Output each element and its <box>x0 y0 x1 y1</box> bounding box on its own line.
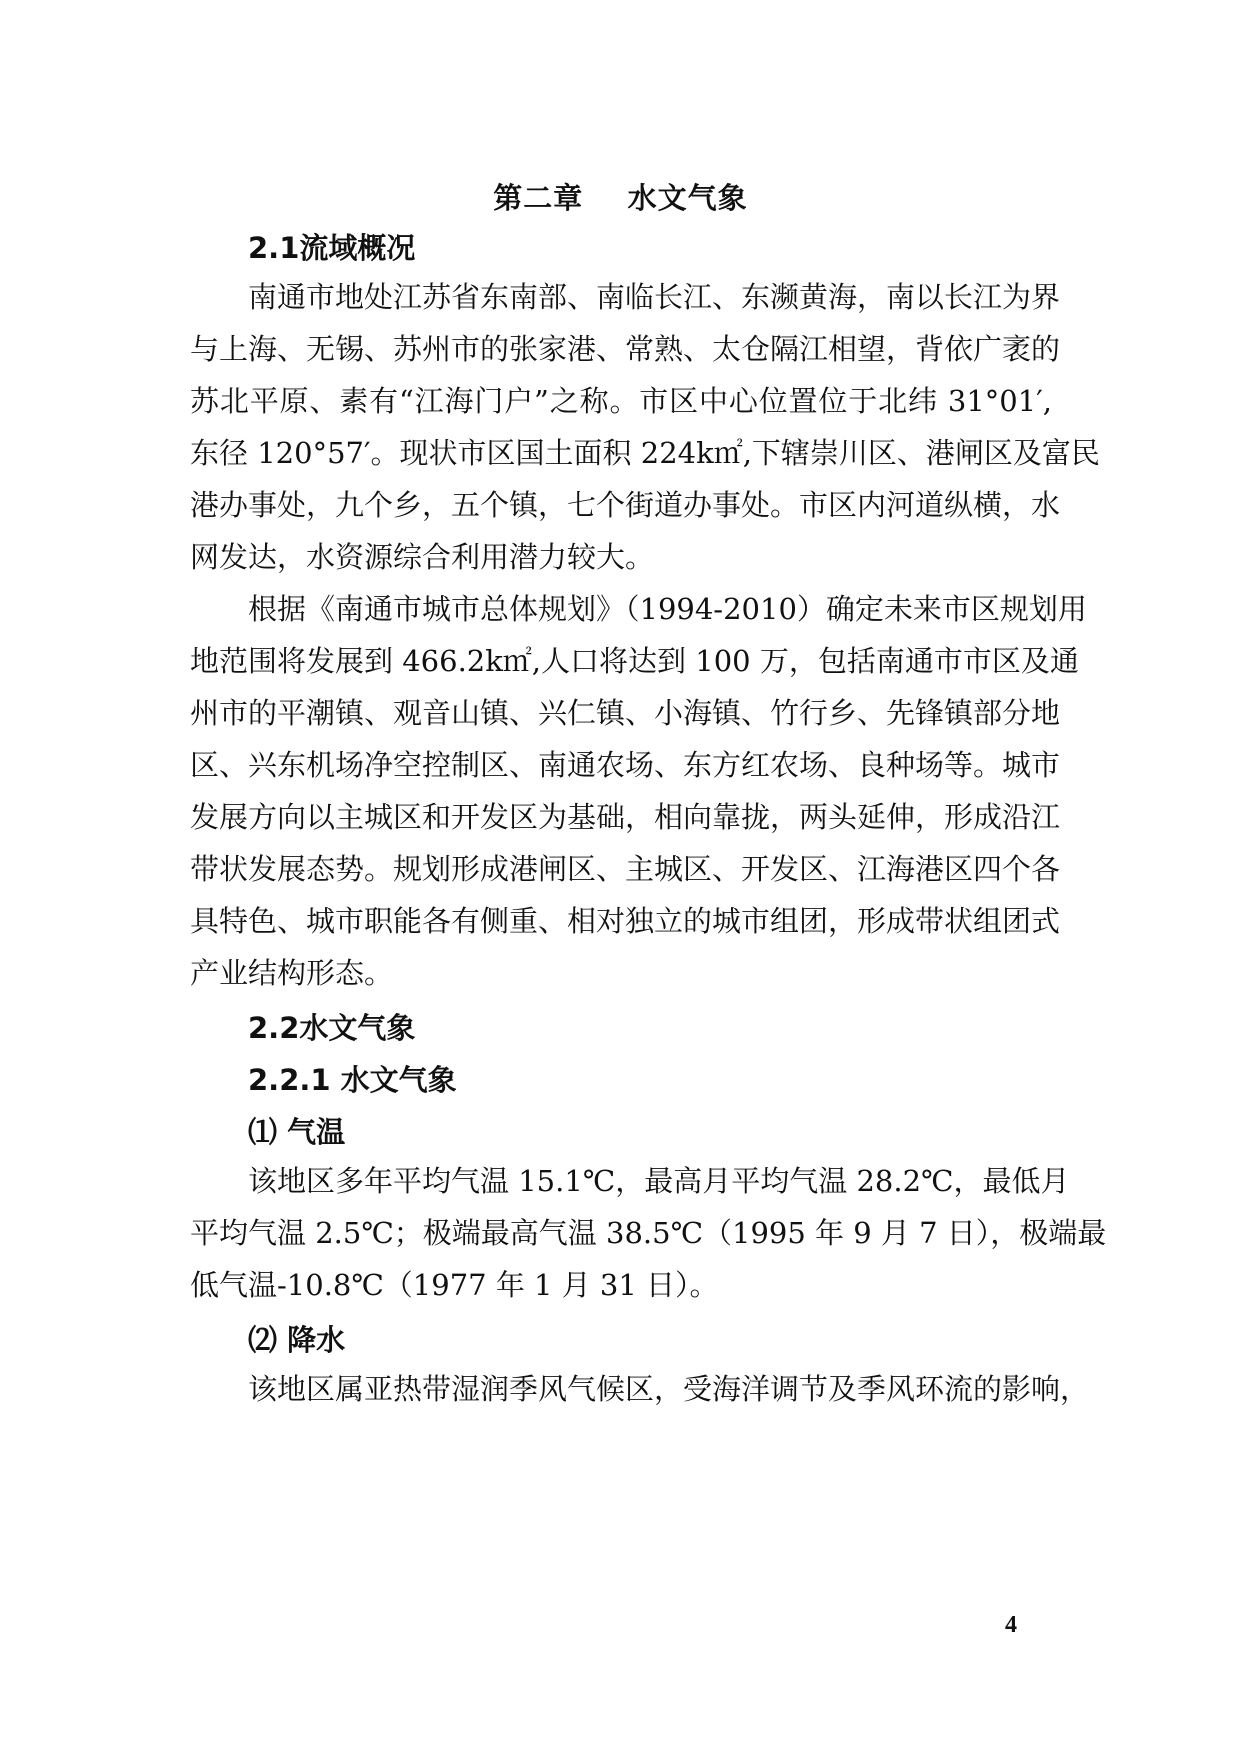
paragraph-line: 产业结构形态。 <box>190 956 394 990</box>
paragraph-line: 地范围将发展到 466.2k㎡,人口将达到 100 万，包括南通市市区及通 <box>190 644 1079 678</box>
paragraph-line: 网发达，水资源综合利用潜力较大。 <box>190 540 655 574</box>
paragraph-line: 与上海、无锡、苏州市的张家港、常熟、太仓隔江相望，背依广袤的 <box>190 332 1061 366</box>
paragraph-line: 东径 120°57′。现状市区国土面积 224k㎡,下辖崇川区、港闸区及富民 <box>190 436 1100 470</box>
paragraph-line: 港办事处，九个乡，五个镇，七个街道办事处。市区内河道纵横，水 <box>190 488 1061 522</box>
section-heading-2-1: 2.1流域概况 <box>248 231 416 265</box>
item-heading-temperature: ⑴ 气温 <box>248 1115 346 1149</box>
chapter-title: 第二章 水文气象 <box>493 181 748 215</box>
paragraph-line: 低气温-10.8℃（1977 年 1 月 31 日）。 <box>190 1268 719 1302</box>
subsection-heading-2-2-1: 2.2.1 水文气象 <box>248 1063 457 1097</box>
paragraph-line: 南通市地处江苏省东南部、南临长江、东濒黄海，南以长江为界 <box>248 280 1061 314</box>
section-heading-2-2: 2.2水文气象 <box>248 1011 416 1045</box>
paragraph-line: 苏北平原、素有“江海门户”之称。市区中心位置位于北纬 31°01′, <box>190 384 1052 418</box>
item-heading-precipitation: ⑵ 降水 <box>248 1323 346 1357</box>
paragraph-line: 发展方向以主城区和开发区为基础，相向靠拢，两头延伸，形成沿江 <box>190 800 1061 834</box>
paragraph-line: 具特色、城市职能各有侧重、相对独立的城市组团，形成带状组团式 <box>190 904 1061 938</box>
paragraph-line: 根据《南通市城市总体规划》（1994-2010）确定未来市区规划用 <box>248 592 1087 626</box>
paragraph-line: 州市的平潮镇、观音山镇、兴仁镇、小海镇、竹行乡、先锋镇部分地 <box>190 696 1061 730</box>
paragraph-line: 带状发展态势。规划形成港闸区、主城区、开发区、江海港区四个各 <box>190 852 1061 886</box>
paragraph-line: 平均气温 2.5℃；极端最高气温 38.5℃（1995 年 9 月 7 日），极端最 <box>190 1216 1107 1250</box>
paragraph-line: 该地区属亚热带湿润季风气候区，受海洋调节及季风环流的影响， <box>248 1372 1090 1406</box>
paragraph-line: 该地区多年平均气温 15.1℃，最高月平均气温 28.2℃，最低月 <box>248 1164 1070 1198</box>
page-number: 4 <box>1005 1612 1017 1638</box>
paragraph-line: 区、兴东机场净空控制区、南通农场、东方红农场、良种场等。城市 <box>190 748 1061 782</box>
